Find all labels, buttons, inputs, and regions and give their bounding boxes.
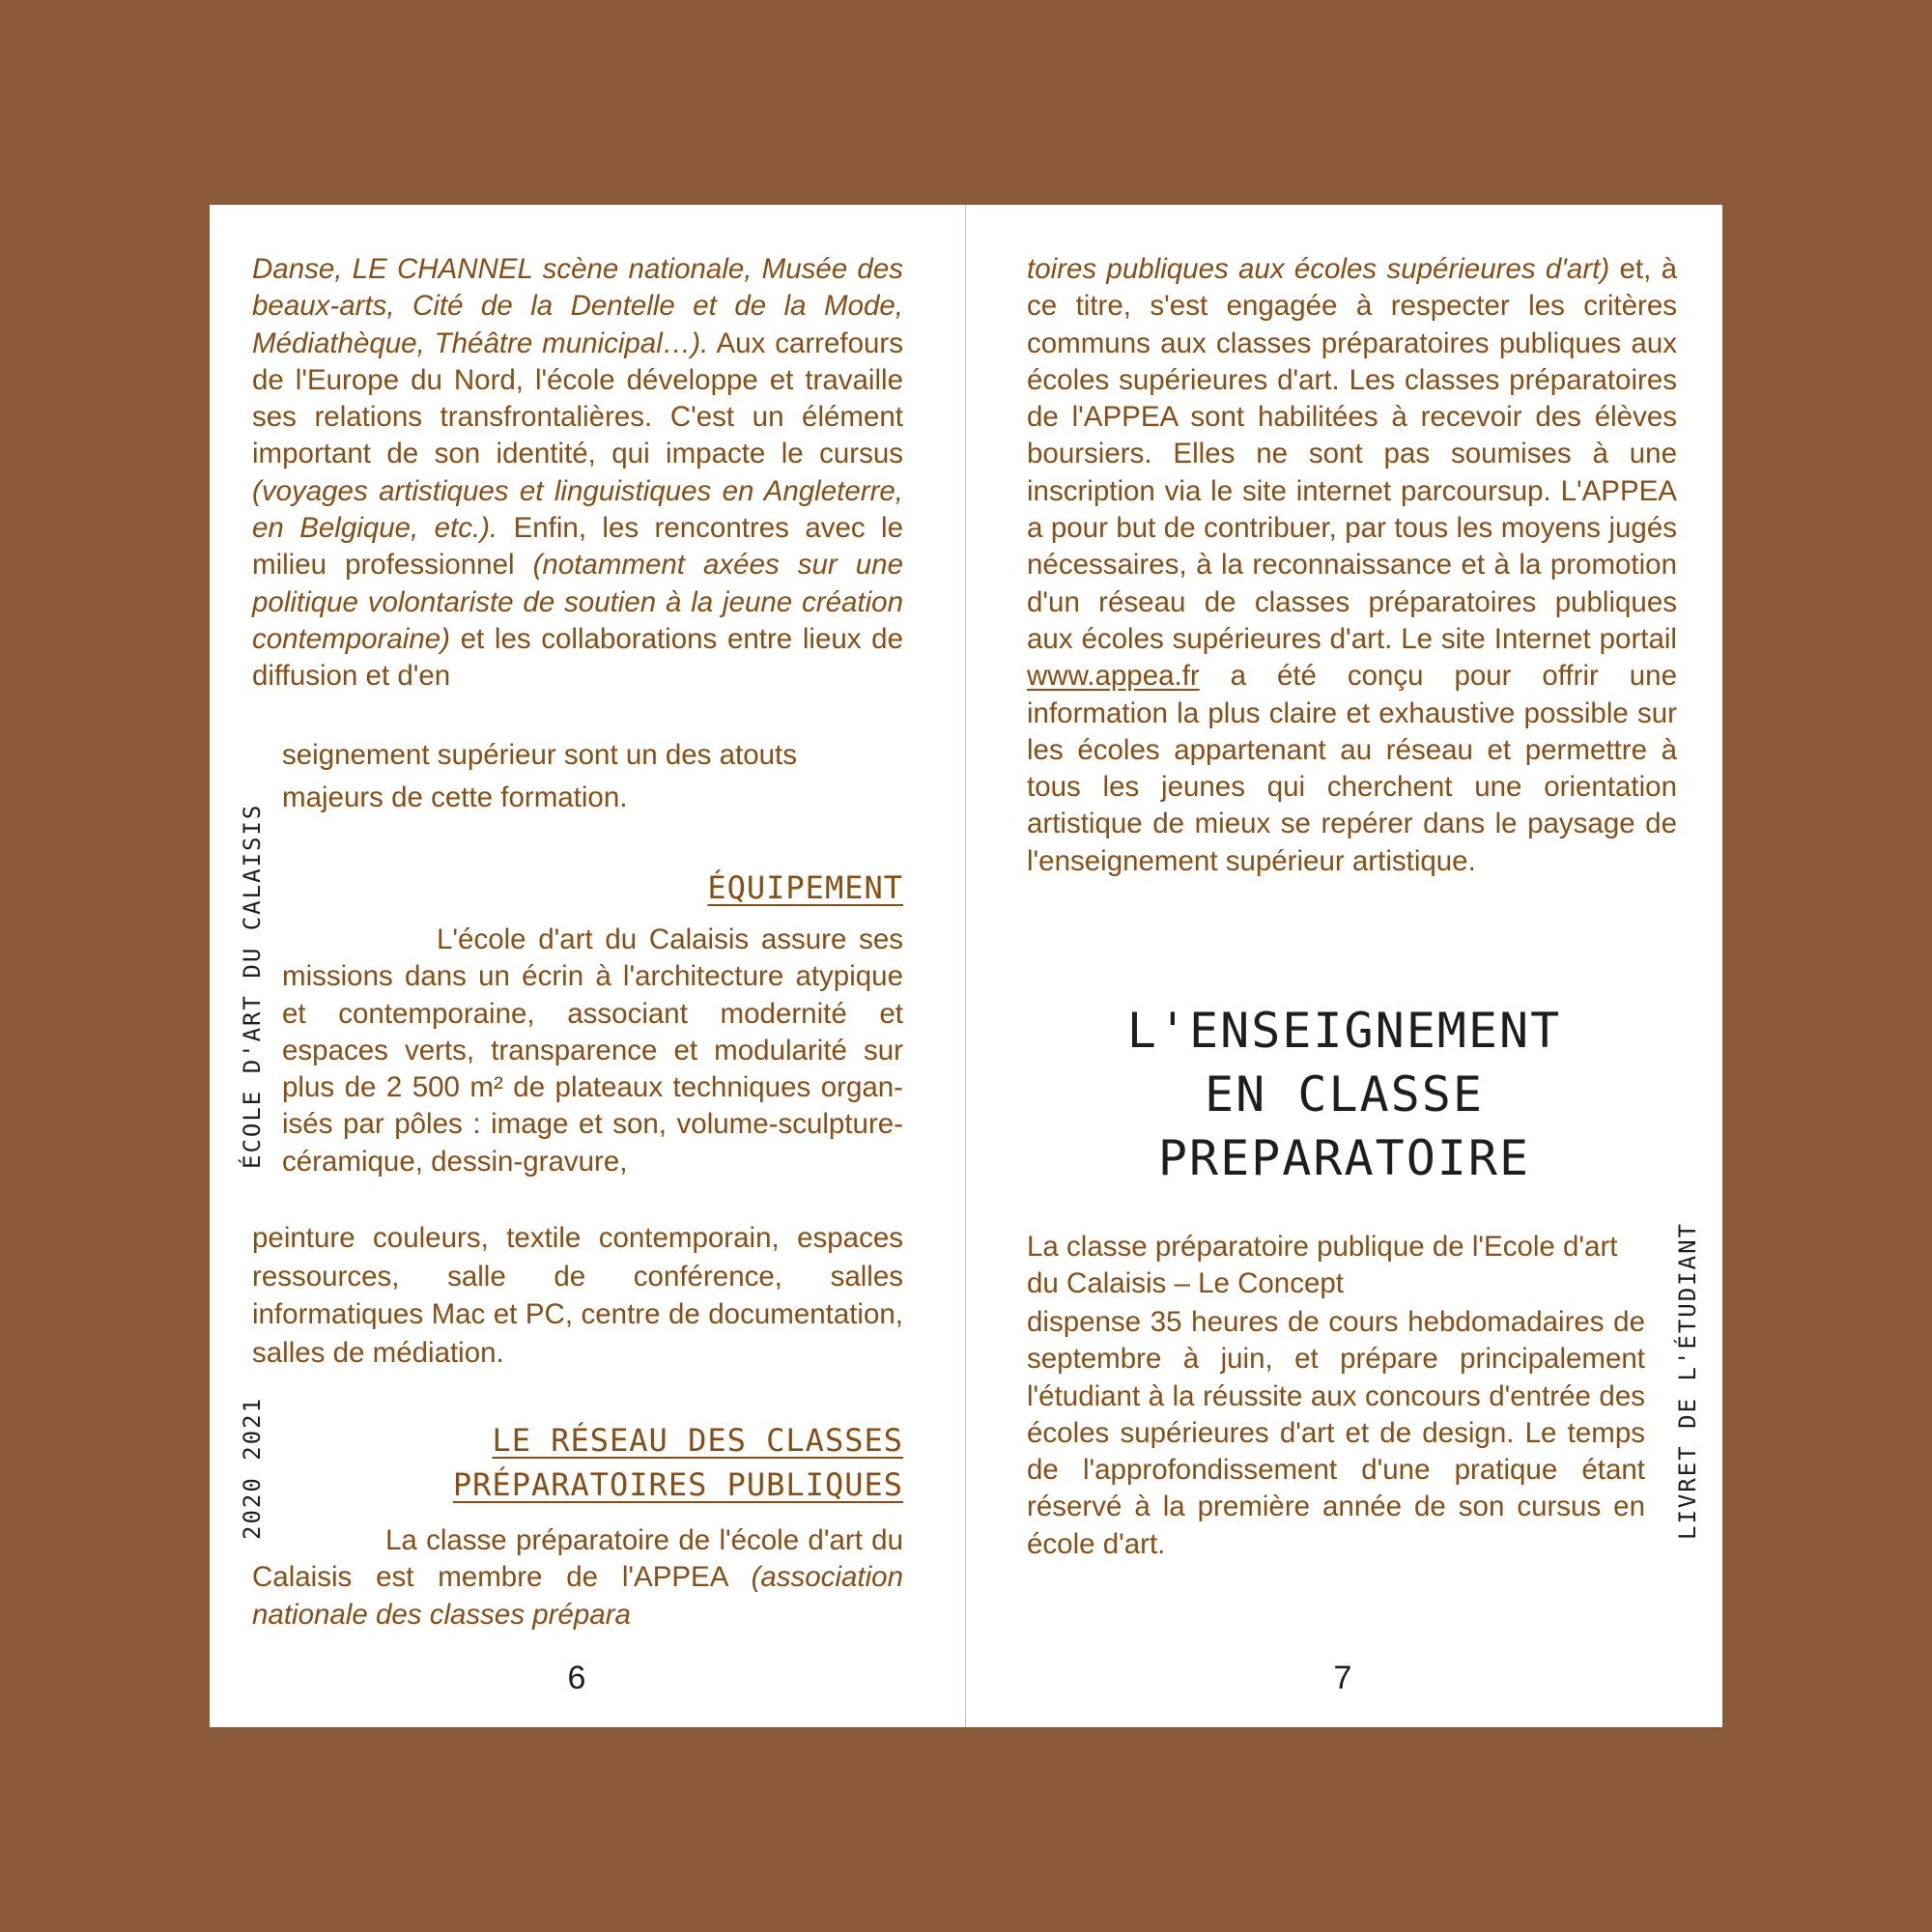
intro-italic-3: (notamment axées sur une politique volontariste de soutien à la jeune création contemporaine) bbox=[252, 549, 903, 655]
left-page bbox=[210, 205, 965, 1727]
prep-paragraph-start bbox=[1027, 1229, 1645, 1303]
section-title-line-1: L'ENSEIGNEMENT bbox=[1126, 1003, 1562, 1059]
prep-body-line-1: La classe préparatoire publique de l'Ecole d'art du Calaisis – Le Concept bbox=[1027, 1231, 1618, 1300]
reseau-paragraph bbox=[252, 1522, 903, 1634]
intro-italic-2: (voyages artistiques et linguistiques en Angleterre, en Belgique, etc.). bbox=[252, 474, 903, 545]
equipement-body-2: peinture couleurs, textile contemporain, espaces ressources, salle de conférence, salles informatiques Mac et PC, centre de documentation, salles de médiation. bbox=[252, 1222, 903, 1369]
right-page bbox=[966, 205, 1722, 1727]
booklet-spread bbox=[210, 205, 1722, 1727]
intro-paragraph bbox=[252, 251, 903, 797]
page-number-right: 7 bbox=[1333, 1660, 1352, 1696]
equipement-paragraph bbox=[282, 922, 903, 1180]
intro-paragraph-end bbox=[282, 734, 903, 821]
reseau-text-1: La classe préparatoire de l'école d'art du Calaisis est membre de l'APPEA bbox=[252, 1524, 903, 1594]
section-title-line-3: PREPARATOIRE bbox=[1157, 1130, 1531, 1186]
page-number-left: 6 bbox=[567, 1660, 586, 1696]
reseau-heading-line-2: PRÉPARATOIRES PUBLIQUES bbox=[452, 1466, 903, 1503]
intro-text-4: seignement supérieur sont un des atouts majeurs de cette formation. bbox=[282, 739, 797, 813]
right-continued bbox=[1027, 251, 1677, 880]
equipement-body-1: L'école d'art du Calaisis assure ses missions dans un écrin à l'architecture atypique et contemporaine, associant modernité et espaces verts, transparence et modularité sur plus de 2 500 m² de plateaux techniques organisés par pôles : image et son, volume-sculpture-céramique, dessin-gravure, bbox=[282, 923, 903, 1178]
side-label-livret: LIVRET DE L'ÉTUDIANT bbox=[1674, 1222, 1701, 1540]
equipement-paragraph-cont bbox=[252, 1219, 903, 1372]
prep-paragraph bbox=[1027, 1304, 1645, 1563]
reseau-heading bbox=[355, 1418, 903, 1507]
reseau-italic-1: (association nationale des classes prépara bbox=[252, 1561, 903, 1631]
prep-body-line-2: dispense 35 heures de cours hebdomadaires de septembre à juin, et prépare principalement l'étudiant à la réussite aux concours d'entrée des écoles supérieures d'art et de design. Le temps de l'approfondissement d'une pratique étant réservé à la première année de son cursus en école d'art. bbox=[1027, 1306, 1645, 1560]
section-title bbox=[966, 999, 1722, 1190]
intro-text-3: et les collaborations entre lieux de diffusion et d'en bbox=[252, 622, 903, 693]
intro-text-1: Aux carrefours de l'Europe du Nord, l'école développe et travaille ses relations transfrontalières. C'est un élément important de son identité, qui impacte le cursus bbox=[252, 327, 903, 470]
side-label-school: ÉCOLE D'ART DU CALAISIS bbox=[239, 803, 266, 1169]
side-label-year: 2020 2021 bbox=[239, 1396, 266, 1540]
intro-italic-1: Danse, LE CHANNEL scène nationale, Musée des beaux-arts, Cité de la Dentelle et de la Mode, Médiathèque, Théâtre municipal…). bbox=[252, 253, 903, 359]
reseau-heading-line-1: LE RÉSEAU DES CLASSES bbox=[492, 1422, 903, 1459]
continued-text-2: a été conçu pour offrir une information la plus claire et exhaustive possible sur les écoles appartenant au réseau et permettre à tous les jeunes qui cherchent une orientation artistique de mieux se repérer dans le paysage de l'enseignement supérieur artistique. bbox=[1027, 660, 1677, 877]
section-title-line-2: EN CLASSE bbox=[1205, 1066, 1484, 1122]
equipement-heading: ÉQUIPEMENT bbox=[707, 869, 903, 906]
appea-link[interactable]: www.appea.fr bbox=[1027, 660, 1200, 693]
continued-italic-1: toires publiques aux écoles supérieures d'art) bbox=[1027, 253, 1610, 285]
continued-text-1: et, à ce titre, s'est engagée à respecter les critères communs aux classes préparatoires publiques aux écoles supérieures d'art. Les classes préparatoires de l'APPEA sont habilitées à recevoir des élèves boursiers. Elles ne sont pas soumises à une inscription via le site internet parcoursup. L'APPEA a pour but de contribuer, par tous les moyens jugés nécessaires, à la reconnaissance et à la promotion d'un réseau de classes préparatoires publiques aux écoles supérieures d'art. Le site Internet portail bbox=[1027, 253, 1677, 655]
intro-text-2: Enfin, les rencontres avec le milieu professionnel bbox=[252, 512, 903, 582]
